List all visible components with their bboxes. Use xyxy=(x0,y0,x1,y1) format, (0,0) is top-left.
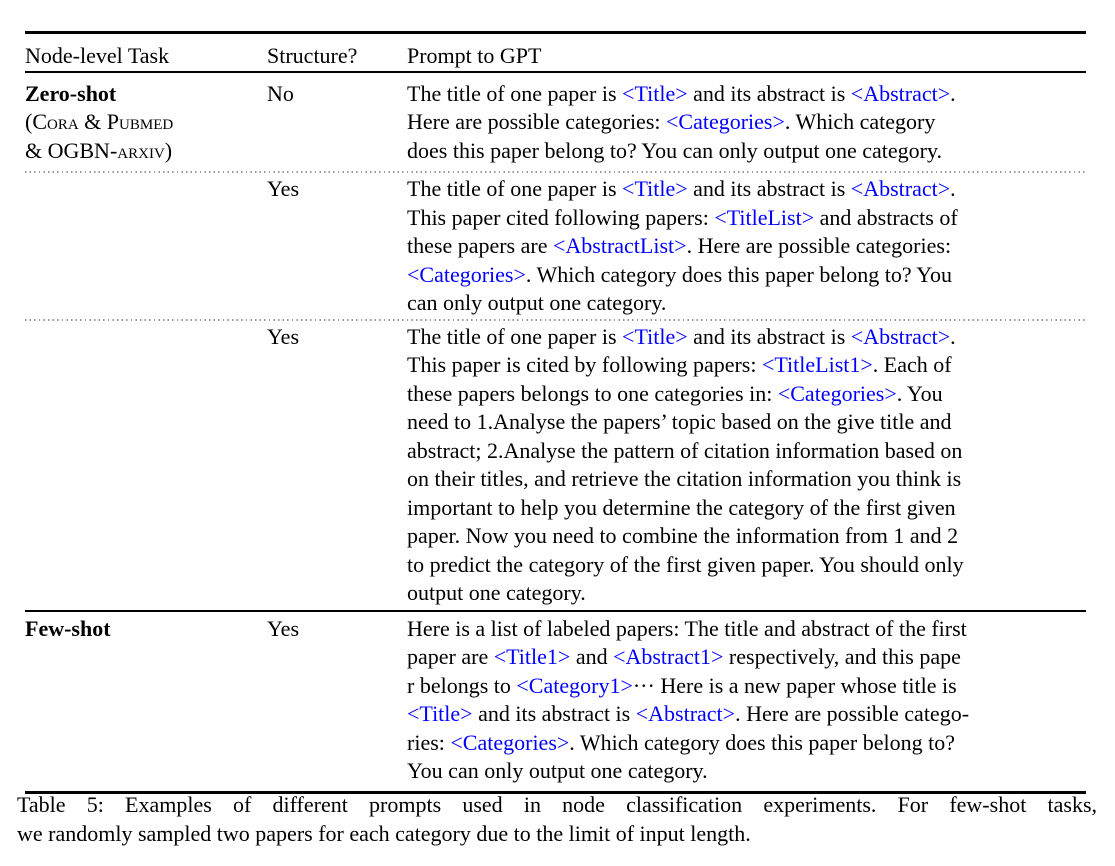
prompt-text: The title of one paper is xyxy=(407,176,623,201)
task-cell xyxy=(25,175,267,318)
placeholder-token: <Abstract> xyxy=(850,80,951,106)
header-prompt-to-gpt: Prompt to GPT xyxy=(407,43,542,68)
placeholder-token: <Category1> xyxy=(516,672,633,698)
prompt-text: The title of one paper is xyxy=(407,80,623,106)
header-structure: Structure? xyxy=(267,43,358,68)
prompt-text: . Which category does this paper belong to? You xyxy=(525,261,952,287)
prompt-text: on their titles, and retrieve the citation information you think is xyxy=(407,466,962,491)
prompt-text: . Each of xyxy=(872,352,952,377)
header-node-level-task: Node-level Task xyxy=(25,43,170,68)
prompt-text: Here are possible categories: xyxy=(407,109,666,134)
prompt-line xyxy=(407,615,1086,644)
prompt-text: You can only output one category. xyxy=(407,758,708,783)
structure-cell: Yes xyxy=(267,323,300,349)
prompt-text: respectively, and this pape xyxy=(723,644,961,669)
table-row-few-shot xyxy=(25,612,1086,791)
placeholder-token: <TitleList> xyxy=(714,204,815,230)
prompt-line xyxy=(407,108,1086,137)
prompt-text: and its abstract is xyxy=(472,701,636,726)
prompt-text: ries: xyxy=(407,729,451,755)
prompt-line xyxy=(407,643,1086,672)
prompt-text: . You xyxy=(896,380,943,406)
placeholder-token: <TitleList1> xyxy=(761,352,873,377)
prompt-line xyxy=(407,408,1086,437)
prompt-text: . Which category does this paper belong to? xyxy=(569,729,955,755)
placeholder-token: <Abstract1> xyxy=(613,644,724,669)
prompt-line xyxy=(407,232,1086,261)
structure-cell: Yes xyxy=(267,615,300,641)
prompt-line xyxy=(407,323,1086,352)
table-row-zero-shot-cited xyxy=(25,173,1086,319)
text-line: (Cora & Pubmed xyxy=(25,109,174,134)
placeholder-token: <AbstractList> xyxy=(552,233,687,258)
prompt-text: r belongs to xyxy=(407,672,517,698)
table-row-zero-shot-cited-by xyxy=(25,321,1086,610)
placeholder-token: <Categories> xyxy=(407,261,526,287)
text-line: we randomly sampled two papers for each category due to the limit of input length. xyxy=(17,820,751,846)
table-caption xyxy=(17,791,1097,848)
task-title: Few-shot xyxy=(25,615,111,641)
placeholder-token: <Abstract> xyxy=(850,176,951,201)
task-cell xyxy=(25,615,267,786)
prompt-text: and abstracts of xyxy=(814,204,958,230)
prompt-line xyxy=(407,757,1086,786)
prompt-line xyxy=(407,465,1086,494)
text-line: Table 5: Examples of different prompts used in node classification experiments. For few-shot tasks, xyxy=(17,792,1097,817)
prompt-line xyxy=(407,522,1086,551)
table-row-zero-shot-no-structure xyxy=(25,73,1086,172)
prompt-text: . xyxy=(950,176,956,201)
table-header-row xyxy=(25,34,1086,71)
prompt-line xyxy=(407,261,1086,290)
placeholder-token: <Categories> xyxy=(777,380,897,406)
prompt-line xyxy=(407,289,1086,318)
placeholder-token: <Title> xyxy=(622,176,688,201)
prompt-line xyxy=(407,551,1086,580)
prompt-text: Here is a list of labeled papers: The title and abstract of the first xyxy=(407,615,967,641)
prompt-text: does this paper belong to? You can only output one category. xyxy=(407,137,943,163)
structure-cell: Yes xyxy=(267,176,300,201)
placeholder-token: <Title> xyxy=(622,80,688,106)
placeholder-token: <Categories> xyxy=(666,109,785,134)
prompt-text: output one category. xyxy=(407,580,586,605)
prompt-line xyxy=(407,494,1086,523)
prompt-text: abstract; 2.Analyse the pattern of citation information based on xyxy=(407,437,963,463)
prompt-text: This paper is cited by following papers: xyxy=(407,352,762,377)
prompt-text: paper. Now you need to combine the information from 1 and 2 xyxy=(407,523,959,548)
prompt-line xyxy=(407,579,1086,608)
prompt-text: . Here are possible catego- xyxy=(735,701,970,726)
prompt-text: . Which category xyxy=(784,109,936,134)
task-cell xyxy=(25,80,267,166)
prompt-text: important to help you determine the category of the first given xyxy=(407,494,956,520)
prompt-text: and its abstract is xyxy=(687,80,851,106)
prompt-text: . xyxy=(950,323,956,349)
placeholder-token: <Abstract> xyxy=(635,701,736,726)
prompt-cell xyxy=(407,323,1086,608)
prompt-line xyxy=(407,204,1086,233)
prompt-text: and its abstract is xyxy=(687,323,851,349)
prompt-text: can only output one category. xyxy=(407,290,667,315)
prompt-line xyxy=(407,351,1086,380)
prompt-line xyxy=(407,80,1086,109)
prompt-cell xyxy=(407,80,1086,166)
placeholder-token: <Categories> xyxy=(450,729,570,755)
placeholder-token: <Title> xyxy=(407,701,473,726)
task-datasets xyxy=(25,108,267,165)
prompt-text: The title of one paper is xyxy=(407,323,623,349)
prompt-text: these papers belongs to one categories in: xyxy=(407,380,778,406)
prompt-line xyxy=(407,672,1086,701)
structure-cell: No xyxy=(267,80,294,106)
prompt-text: to predict the category of the first given paper. You should only xyxy=(407,551,964,577)
prompt-text: . Here are possible categories: xyxy=(686,233,952,258)
task-cell xyxy=(25,323,267,608)
prompt-text: paper are xyxy=(407,644,494,669)
prompt-cell xyxy=(407,175,1086,318)
prompt-text: and xyxy=(570,644,614,669)
placeholder-token: <Abstract> xyxy=(850,323,951,349)
prompt-line xyxy=(407,175,1086,204)
prompt-text: and its abstract is xyxy=(687,176,851,201)
task-title: Zero-shot xyxy=(25,80,117,106)
prompt-line xyxy=(407,700,1086,729)
prompt-text: need to 1.Analyse the papers’ topic based on the give title and xyxy=(407,409,952,434)
prompt-text: ··· Here is a new paper whose title is xyxy=(632,672,957,698)
prompt-line xyxy=(407,137,1086,166)
text-line: & OGBN-arxiv) xyxy=(25,137,173,163)
prompt-text: . xyxy=(950,80,956,106)
prompt-cell xyxy=(407,615,1086,786)
prompt-line xyxy=(407,437,1086,466)
placeholder-token: <Title1> xyxy=(493,644,571,669)
placeholder-token: <Title> xyxy=(622,323,688,349)
prompt-line xyxy=(407,380,1086,409)
prompts-table xyxy=(25,31,1086,794)
prompt-text: This paper cited following papers: xyxy=(407,204,715,230)
prompt-line xyxy=(407,729,1086,758)
prompt-text: these papers are xyxy=(407,233,553,258)
